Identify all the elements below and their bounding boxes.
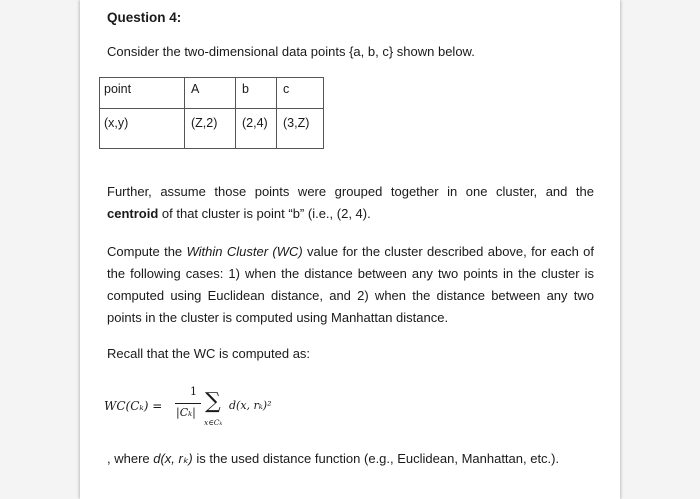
text-span: Compute the [107, 244, 187, 259]
left-margin [0, 0, 80, 499]
data-points-table [99, 77, 324, 149]
right-margin [620, 0, 700, 499]
table-row [100, 109, 324, 149]
where-paragraph [107, 448, 594, 470]
task-paragraph [107, 241, 594, 329]
table-cell: b [236, 78, 277, 109]
text-span: is the used distance function (e.g., Euclidean, Manhattan, etc.). [192, 451, 560, 466]
formula-term: d(x, rₖ)² [229, 399, 272, 412]
table-cell: A [185, 78, 236, 109]
table-cell: (2,4) [236, 109, 277, 149]
wc-formula [104, 385, 304, 435]
table-header-row [100, 78, 324, 109]
text-span: , where [107, 451, 154, 466]
text-span: of that cluster is point “b” (i.e., (2, 4). [158, 206, 371, 221]
question-title: Question 4: [107, 10, 182, 25]
formula-numerator: 1 [190, 385, 197, 398]
formula-lhs: WC(Cₖ) = [104, 399, 163, 413]
table-cell: (x,y) [100, 109, 185, 149]
table-cell: (Z,2) [185, 109, 236, 149]
bold-text: centroid [107, 206, 159, 221]
italic-text: Within Cluster (WC) [186, 244, 303, 259]
centroid-paragraph [107, 181, 594, 225]
fraction-bar [175, 403, 201, 404]
recall-paragraph: Recall that the WC is computed as: [107, 346, 311, 361]
text-span: value for the cluster described above, for each of the following cases: 1) when the distance between any two points in the cluster is computed using Euclidean distance, and 2) when the distance between any two points in the cluster is computed using Manhattan distance. [107, 244, 594, 325]
document-page [80, 0, 620, 499]
text-span: Further, assume those points were grouped together in one cluster, and the [107, 184, 594, 199]
table-cell: point [100, 78, 185, 109]
italic-text: d(x, rₖ) [153, 451, 193, 466]
table-cell: (3,Z) [277, 109, 324, 149]
sigma-symbol: ∑ [205, 389, 221, 414]
formula-denominator: |Cₖ| [176, 406, 196, 419]
sigma-subscript: x∈Cₖ [204, 418, 223, 427]
table-cell: c [277, 78, 324, 109]
question-intro: Consider the two-dimensional data points {a, b, c} shown below. [107, 44, 475, 59]
